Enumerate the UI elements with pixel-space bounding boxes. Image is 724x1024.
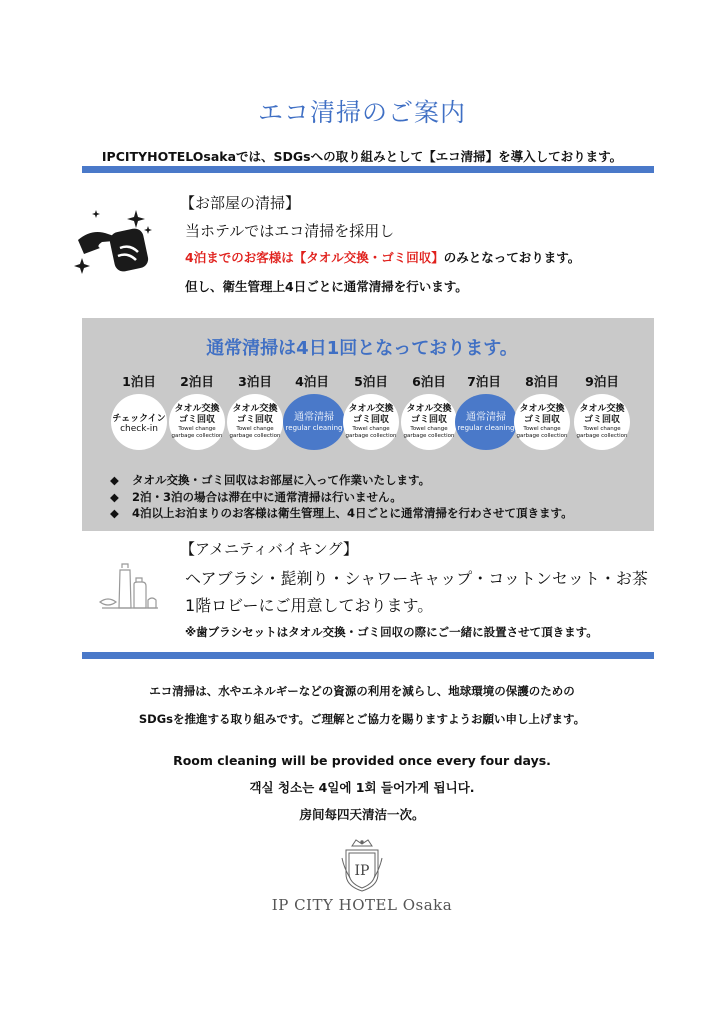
checkin-en: check-in xyxy=(120,423,158,434)
amenity-heading: 【アメニティバイキング】 xyxy=(180,540,358,558)
diamond-bullet-icon: ◆ xyxy=(110,473,119,487)
regular-ja: 通常清掃 xyxy=(294,412,334,423)
towel-circle xyxy=(227,394,283,450)
amenity-bottles-icon xyxy=(98,560,162,612)
divider-bottom xyxy=(82,652,654,659)
towel-en: Towel change xyxy=(523,426,561,432)
garbage-en: garbage collection xyxy=(345,433,397,439)
towel-circle xyxy=(514,394,570,450)
towel-en: Towel change xyxy=(583,426,621,432)
regular-en: regular cleaning xyxy=(457,424,515,432)
towel-ja: タオル交換 xyxy=(174,404,220,414)
room-cleaning-line2-rest: のみとなっております。 xyxy=(443,250,581,265)
day-4 xyxy=(283,372,341,450)
garbage-ja: ゴミ回収 xyxy=(236,415,273,425)
garbage-ja: ゴミ回収 xyxy=(178,415,215,425)
day-label: 6泊目 xyxy=(412,374,446,389)
day-3 xyxy=(226,372,284,450)
garbage-ja: ゴミ回収 xyxy=(523,415,560,425)
garbage-en: garbage collection xyxy=(229,433,281,439)
room-cleaning-line1: 当ホテルではエコ清掃を採用し xyxy=(185,222,395,240)
garbage-en: garbage collection xyxy=(403,433,455,439)
diamond-bullet-icon: ◆ xyxy=(110,506,119,520)
towel-en: Towel change xyxy=(236,426,274,432)
svg-text:IP: IP xyxy=(354,863,370,879)
day-9 xyxy=(573,372,631,450)
garbage-en: garbage collection xyxy=(516,433,568,439)
towel-ja: タオル交換 xyxy=(519,404,565,414)
garbage-en: garbage collection xyxy=(171,433,223,439)
room-cleaning-highlight: 4泊までのお客様は【タオル交換・ゴミ回収】 xyxy=(185,250,444,265)
room-cleaning-line2 xyxy=(185,248,580,266)
towel-circle xyxy=(574,394,630,450)
note-item: ◆ 4泊以上お泊まりのお客様は衛生管理上、4日ごとに通常清掃を行わさせて頂きます。 xyxy=(110,506,573,520)
day-1 xyxy=(110,372,168,450)
regular-ja: 通常清掃 xyxy=(466,412,506,423)
cleaning-hand-icon xyxy=(74,208,154,276)
day-8 xyxy=(513,372,571,450)
chinese-notice: 房间每四天清洁一次。 xyxy=(299,807,425,822)
garbage-ja: ゴミ回収 xyxy=(583,415,620,425)
day-label: 3泊目 xyxy=(238,374,272,389)
schedule-title: 通常清掃は4日1回となっております。 xyxy=(206,338,518,359)
garbage-ja: ゴミ回収 xyxy=(352,415,389,425)
amenity-note: ※歯ブラシセットはタオル交換・ゴミ回収の際にご一緒に設置させて頂きます。 xyxy=(185,625,598,639)
garbage-en: garbage collection xyxy=(576,433,628,439)
towel-circle xyxy=(401,394,457,450)
amenity-line1: ヘアブラシ・髭剃り・シャワーキャップ・コットンセット・お茶 xyxy=(185,569,648,588)
towel-ja: タオル交換 xyxy=(348,404,394,414)
note-item: ◆ 2泊・3泊の場合は滞在中に通常清掃は行いません。 xyxy=(110,489,402,504)
intro-text: IPCITYHOTELOsakaでは、SDGsへの取り組みとして【エコ清掃】を導入しております。 xyxy=(101,149,623,164)
closing-line1: エコ清掃は、水やエネルギーなどの資源の利用を減らし、地球環境の保護のための xyxy=(149,684,575,698)
towel-en: Towel change xyxy=(410,426,448,432)
day-6 xyxy=(400,372,458,450)
amenity-line2: 1階ロビーにご用意しております。 xyxy=(185,596,434,615)
room-cleaning-line3: 但し、衛生管理上4日ごとに通常清掃を行います。 xyxy=(185,279,468,294)
checkin-ja: チェックイン xyxy=(112,413,166,424)
english-notice: Room cleaning will be provided once every four days. xyxy=(173,753,551,768)
towel-ja: タオル交換 xyxy=(406,404,452,414)
day-label: 2泊目 xyxy=(180,374,214,389)
note-item: ◆ タオル交換・ゴミ回収はお部屋に入って作業いたします。 xyxy=(110,473,431,487)
day-2 xyxy=(168,372,226,450)
day-label: 4泊目 xyxy=(295,374,329,389)
day-label: 8泊目 xyxy=(525,374,559,389)
hotel-name: IP CITY HOTEL Osaka xyxy=(271,896,453,914)
towel-ja: タオル交換 xyxy=(579,404,625,414)
divider-top xyxy=(82,166,654,173)
day-label: 9泊目 xyxy=(585,374,619,389)
regular-en: regular cleaning xyxy=(285,424,343,432)
room-cleaning-heading: 【お部屋の清掃】 xyxy=(180,194,301,212)
towel-circle xyxy=(169,394,225,450)
day-5 xyxy=(342,372,400,450)
regular-cleaning-circle xyxy=(455,394,517,450)
hotel-crest-icon xyxy=(338,838,386,893)
page-title: エコ清掃のご案内 xyxy=(257,98,466,127)
closing-line2: SDGsを推進する取り組みです。ご理解とご協力を賜りますようお願い申し上げます。 xyxy=(138,712,586,726)
day-label: 5泊目 xyxy=(354,374,388,389)
garbage-ja: ゴミ回収 xyxy=(410,415,447,425)
regular-cleaning-circle xyxy=(283,394,345,450)
day-label: 1泊目 xyxy=(122,374,156,389)
korean-notice: 객실 청소는 4일에 1회 들어가게 됩니다. xyxy=(249,780,475,795)
towel-en: Towel change xyxy=(178,426,216,432)
day-7 xyxy=(455,372,513,450)
day-label: 7泊目 xyxy=(467,374,501,389)
schedule-notes xyxy=(110,472,573,522)
towel-en: Towel change xyxy=(352,426,390,432)
schedule-days xyxy=(110,372,630,442)
towel-ja: タオル交換 xyxy=(232,404,278,414)
diamond-bullet-icon: ◆ xyxy=(110,489,119,504)
checkin-circle xyxy=(111,394,167,450)
towel-circle xyxy=(343,394,399,450)
